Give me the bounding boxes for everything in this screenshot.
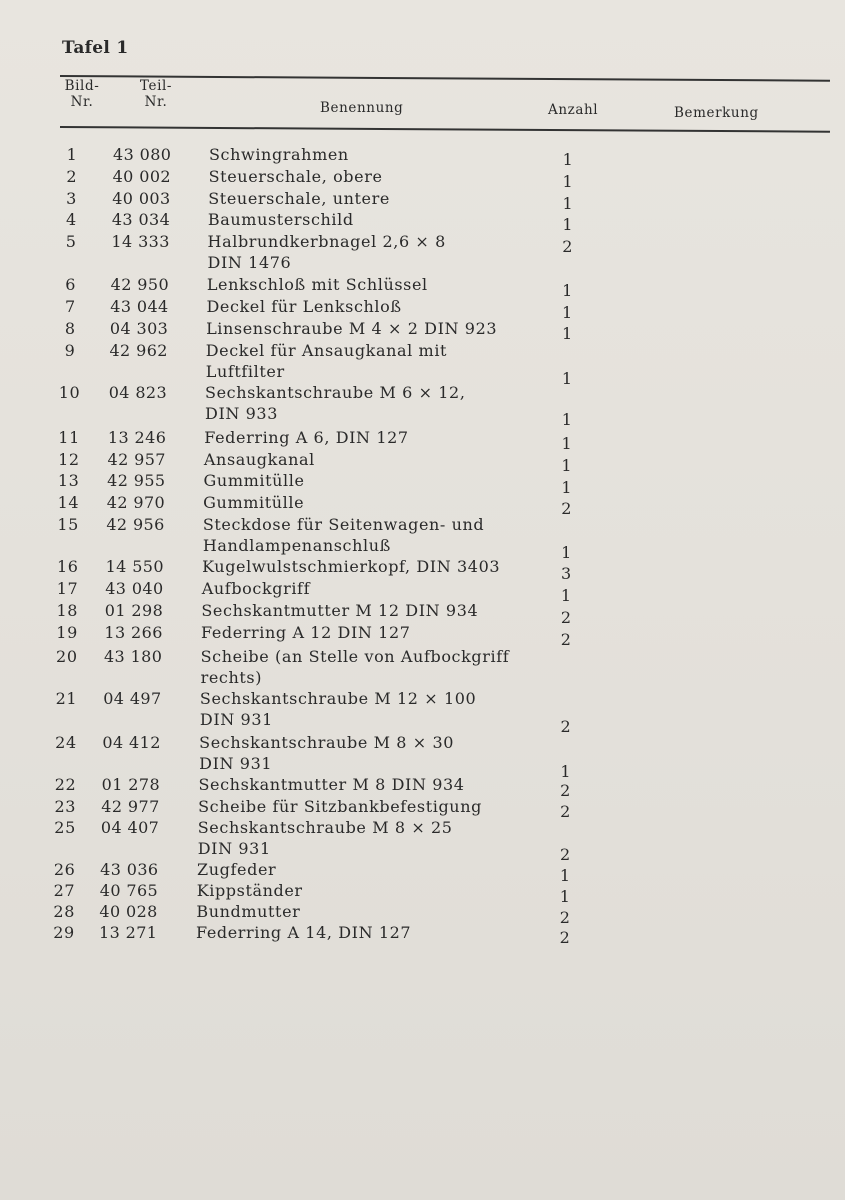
row-teil-nr: 42 955 xyxy=(107,471,166,490)
row-teil-nr: 40 003 xyxy=(112,189,171,208)
row-benennung: Steuerschale, untere xyxy=(208,189,390,208)
row-benennung: Sechskantschraube M 8 × 25 xyxy=(197,818,453,837)
row-anzahl: 1 xyxy=(559,887,571,906)
row-teil-nr: 42 962 xyxy=(109,341,168,360)
row-anzahl: 1 xyxy=(561,324,573,343)
row-bild-nr: 18 xyxy=(56,601,79,620)
row-teil-nr: 43 044 xyxy=(110,297,169,316)
row-benennung: Zugfeder xyxy=(197,860,277,879)
row-anzahl: 1 xyxy=(562,215,574,234)
row-benennung: Federring A 6, DIN 127 xyxy=(204,428,409,447)
row-bild-nr: 27 xyxy=(53,881,76,900)
row-benennung: Lenkschloß mit Schlüssel xyxy=(206,275,428,294)
row-benennung: Aufbockgriff xyxy=(201,579,311,598)
row-bild-nr: 11 xyxy=(58,428,80,447)
row-anzahl: 2 xyxy=(560,717,572,736)
row-benennung: Sechskantmutter M 12 DIN 934 xyxy=(201,601,479,620)
row-bild-nr: 26 xyxy=(53,860,76,879)
row-anzahl: 1 xyxy=(559,866,571,885)
row-anzahl: 2 xyxy=(560,781,571,800)
row-anzahl: 1 xyxy=(561,369,573,388)
row-anzahl: 3 xyxy=(561,564,572,583)
row-anzahl: 1 xyxy=(562,194,574,213)
row-anzahl: 1 xyxy=(562,303,573,322)
row-teil-nr: 42 957 xyxy=(107,450,166,469)
row-teil-nr: 42 956 xyxy=(106,515,165,534)
row-bild-nr: 13 xyxy=(57,471,80,490)
row-benennung: Steckdose für Seitenwagen- und xyxy=(202,515,485,534)
row-anzahl: 1 xyxy=(561,410,573,429)
row-bild-nr: 14 xyxy=(57,493,80,512)
row-teil-nr: 04 412 xyxy=(102,733,161,752)
row-benennung: DIN 1476 xyxy=(207,253,292,272)
row-benennung: Sechskantschraube M 8 × 30 xyxy=(199,733,454,752)
row-benennung: Halbrundkerbnagel 2,6 × 8 xyxy=(207,232,446,251)
row-benennung: Schwingrahmen xyxy=(209,145,349,164)
row-bild-nr: 24 xyxy=(55,733,77,752)
row-benennung: Baumusterschild xyxy=(207,210,354,229)
row-bild-nr: 21 xyxy=(55,689,78,708)
header-bild-line2: Nr. xyxy=(70,94,94,110)
row-bild-nr: 17 xyxy=(56,579,79,598)
row-bild-nr: 15 xyxy=(57,515,79,534)
row-benennung: Scheibe (an Stelle von Aufbockgriff xyxy=(200,647,510,666)
row-teil-nr: 43 034 xyxy=(111,210,171,229)
row-bild-nr: 23 xyxy=(54,797,77,816)
row-anzahl: 1 xyxy=(561,434,573,453)
row-teil-nr: 13 246 xyxy=(107,428,167,447)
row-anzahl: 1 xyxy=(562,150,574,169)
header-teil-line2: Nr. xyxy=(144,94,168,110)
row-anzahl: 2 xyxy=(560,630,572,649)
row-teil-nr: 42 970 xyxy=(106,493,166,512)
row-benennung: Sechskantschraube M 12 × 100 xyxy=(199,689,477,708)
header-bild-line1: Bild- xyxy=(64,78,100,94)
row-anzahl: 1 xyxy=(562,281,573,300)
row-benennung: DIN 931 xyxy=(197,839,271,858)
row-teil-nr: 43 080 xyxy=(113,145,172,164)
row-teil-nr: 01 278 xyxy=(101,775,161,794)
row-anzahl: 1 xyxy=(560,762,572,781)
row-bild-nr: 8 xyxy=(64,319,76,338)
row-benennung: Kippständer xyxy=(196,881,303,900)
row-teil-nr: 40 765 xyxy=(99,881,159,900)
row-anzahl: 1 xyxy=(560,586,572,605)
row-benennung: Luftfilter xyxy=(205,362,285,381)
row-teil-nr: 42 950 xyxy=(110,275,170,294)
row-benennung: Kugelwulstschmierkopf, DIN 3403 xyxy=(202,557,501,576)
row-benennung: DIN 931 xyxy=(199,754,273,773)
row-bild-nr: 7 xyxy=(65,297,76,316)
row-benennung: Deckel für Ansaugkanal mit xyxy=(205,341,448,360)
row-benennung: Linsenschraube M 4 × 2 DIN 923 xyxy=(206,319,498,338)
row-anzahl: 2 xyxy=(560,608,572,627)
row-bild-nr: 6 xyxy=(65,275,77,294)
row-bild-nr: 9 xyxy=(64,341,76,360)
row-teil-nr: 13 271 xyxy=(99,923,158,942)
row-bild-nr: 4 xyxy=(65,210,77,229)
row-benennung: Steuerschale, obere xyxy=(208,167,383,186)
row-bild-nr: 28 xyxy=(53,902,75,921)
row-teil-nr: 04 303 xyxy=(109,319,169,338)
row-teil-nr: 14 333 xyxy=(111,232,170,251)
row-teil-nr: 04 407 xyxy=(100,818,160,837)
row-bild-nr: 16 xyxy=(56,557,79,576)
row-bild-nr: 10 xyxy=(58,383,81,402)
row-teil-nr: 43 040 xyxy=(105,579,164,598)
header-teil-line1: Teil- xyxy=(139,78,173,94)
row-benennung: Deckel für Lenkschloß xyxy=(206,297,402,316)
row-teil-nr: 40 028 xyxy=(99,902,158,921)
row-teil-nr: 01 298 xyxy=(104,601,164,620)
row-benennung: Sechskantschraube M 6 × 12, xyxy=(205,383,466,402)
row-anzahl: 2 xyxy=(559,908,571,927)
header-benennung: Benennung xyxy=(320,100,404,116)
row-teil-nr: 14 550 xyxy=(105,557,164,576)
row-anzahl: 2 xyxy=(559,928,571,947)
row-benennung: Federring A 12 DIN 127 xyxy=(201,623,411,642)
row-teil-nr: 04 823 xyxy=(108,383,168,402)
row-teil-nr: 43 036 xyxy=(100,860,159,879)
row-bild-nr: 22 xyxy=(54,775,77,794)
row-anzahl: 1 xyxy=(562,172,574,191)
row-benennung: Bundmutter xyxy=(196,902,301,921)
row-anzahl: 2 xyxy=(561,499,573,518)
row-benennung: DIN 933 xyxy=(205,404,278,423)
row-benennung: Handlampenanschluß xyxy=(202,536,391,555)
row-anzahl: 2 xyxy=(562,237,574,256)
row-anzahl: 1 xyxy=(561,543,572,562)
row-teil-nr: 42 977 xyxy=(101,797,160,816)
row-benennung: Federring A 14, DIN 127 xyxy=(196,923,412,942)
row-bild-nr: 29 xyxy=(53,923,75,942)
row-teil-nr: 04 497 xyxy=(103,689,162,708)
row-bild-nr: 25 xyxy=(54,818,76,837)
row-benennung: Ansaugkanal xyxy=(203,450,315,469)
row-bild-nr: 12 xyxy=(58,450,80,469)
row-bild-nr: 3 xyxy=(66,189,77,208)
row-anzahl: 2 xyxy=(560,802,571,821)
row-benennung: Gummitülle xyxy=(203,471,305,490)
page-title: Tafel 1 xyxy=(62,38,129,58)
row-anzahl: 2 xyxy=(560,845,571,864)
row-bild-nr: 5 xyxy=(65,232,77,251)
row-teil-nr: 13 266 xyxy=(104,623,163,642)
row-benennung: Gummitülle xyxy=(203,493,305,512)
row-anzahl: 1 xyxy=(561,478,573,497)
row-teil-nr: 43 180 xyxy=(103,647,163,666)
row-teil-nr: 40 002 xyxy=(112,167,171,186)
row-benennung: DIN 931 xyxy=(199,710,273,729)
header-anzahl: Anzahl xyxy=(548,102,599,118)
row-benennung: Sechskantmutter M 8 DIN 934 xyxy=(198,775,465,794)
row-bild-nr: 2 xyxy=(66,167,78,186)
row-anzahl: 1 xyxy=(561,456,573,475)
row-bild-nr: 1 xyxy=(66,145,78,164)
row-bild-nr: 20 xyxy=(56,647,78,666)
row-benennung: rechts) xyxy=(200,668,263,687)
header-bemerkung: Bemerkung xyxy=(674,105,759,121)
row-benennung: Scheibe für Sitzbankbefestigung xyxy=(198,797,482,816)
row-bild-nr: 19 xyxy=(56,623,78,642)
